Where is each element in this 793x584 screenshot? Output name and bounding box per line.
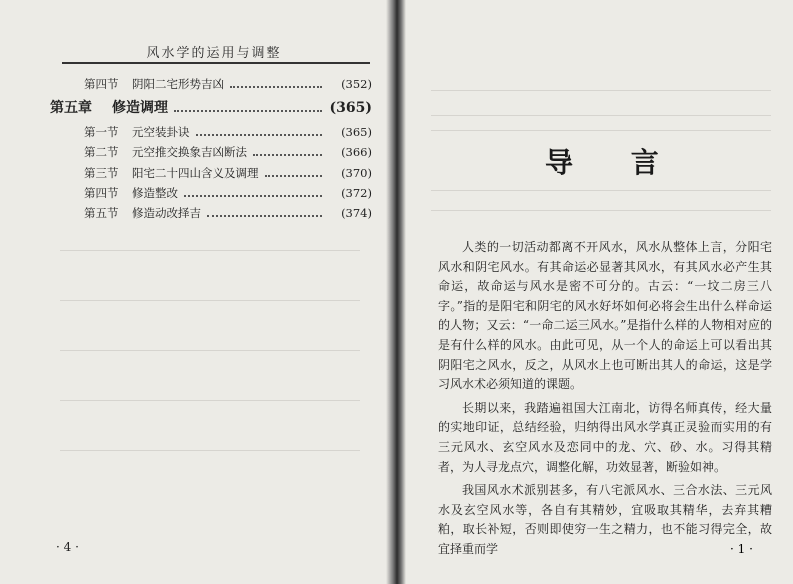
body-text xyxy=(438,238,772,564)
toc-leader-dots xyxy=(174,110,322,112)
toc-title: 修造动改择吉 xyxy=(132,206,201,220)
toc-page-number: (365) xyxy=(329,100,372,116)
page-number: · 1 · xyxy=(730,542,753,556)
toc-page-number: (366) xyxy=(341,145,372,159)
toc-row xyxy=(0,203,392,223)
toc-row xyxy=(0,183,392,203)
header-rule xyxy=(62,62,370,64)
toc-title: 阴阳二宅形势吉凶 xyxy=(132,77,224,91)
book-gutter xyxy=(386,0,406,584)
toc-section-label: 第一节 xyxy=(84,125,119,139)
left-page xyxy=(0,0,392,584)
paragraph: 人类的一切活动都离不开风水，风水从整体上言，分阳宅风水和阴宅风水。有其命运必显著其风水，有其风水必产生其命运，故命运与风水是密不可分的。古云：“一坟二房三八字。”指的是阳宅和阴宅的风水好坏如何必将会生出什么样命运的人物；又云：“一命二运三风水。”是指什么样的人物相对应的是有什么样的风水。由此可见，从一个人的命运上可以看出其阴阳宅之风水，反之，从风水上也可断出其人的命运，这是学习风水术必须知道的课题。 xyxy=(438,240,772,392)
toc-section-label: 第五章 xyxy=(50,100,92,116)
paragraph: 我国风水术派别甚多，有八宅派风水、三合水法、三元风水及玄空风水等，各自有其精妙，宜吸取其精华，去弃其糟粕，取长补短，否则即使穷一生之精力，也不能习得完全，故宜择重而学 xyxy=(438,483,772,556)
page-number: · 4 · xyxy=(56,540,79,554)
toc-page-number: (352) xyxy=(341,77,372,91)
toc-leader-dots xyxy=(230,86,322,88)
toc-page-number: (374) xyxy=(341,206,372,220)
toc-title: 元空推交换象吉凶断法 xyxy=(132,145,247,159)
toc-section-label: 第二节 xyxy=(84,145,119,159)
toc-leader-dots xyxy=(196,134,322,136)
toc-row xyxy=(0,122,392,142)
toc-title: 修造调理 xyxy=(112,100,168,116)
toc-title: 元空装卦诀 xyxy=(132,125,190,139)
toc-page-number: (370) xyxy=(341,166,372,180)
toc-chapter-row xyxy=(0,98,392,118)
toc-row xyxy=(0,74,392,94)
toc-section-label: 第三节 xyxy=(84,166,119,180)
toc-page-number: (372) xyxy=(341,186,372,200)
toc-section-label: 第四节 xyxy=(84,77,119,91)
toc-title: 阳宅二十四山含义及调理 xyxy=(132,166,259,180)
toc-leader-dots xyxy=(184,195,322,197)
chapter-title: 导 言 xyxy=(545,146,683,179)
toc-leader-dots xyxy=(265,175,322,177)
toc-section-label: 第四节 xyxy=(84,186,119,200)
toc-row xyxy=(0,142,392,162)
toc-leader-dots xyxy=(253,154,322,156)
toc-title: 修造整改 xyxy=(132,186,178,200)
toc-row xyxy=(0,163,392,183)
toc-leader-dots xyxy=(207,215,322,217)
paragraph: 长期以来，我踏遍祖国大江南北，访得名师真传，经大量的实地印证，总结经验，归纳得出风水学真正灵验而实用的有三元风水、玄空风水及恋同中的龙、穴、砂、水。习得其精者，为人寻龙点穴，调整化解，功效显著，断验如神。 xyxy=(438,400,772,474)
running-header: 风水学的运用与调整 xyxy=(146,46,282,61)
toc-page-number: (365) xyxy=(341,125,372,139)
toc-section-label: 第五节 xyxy=(84,206,119,220)
